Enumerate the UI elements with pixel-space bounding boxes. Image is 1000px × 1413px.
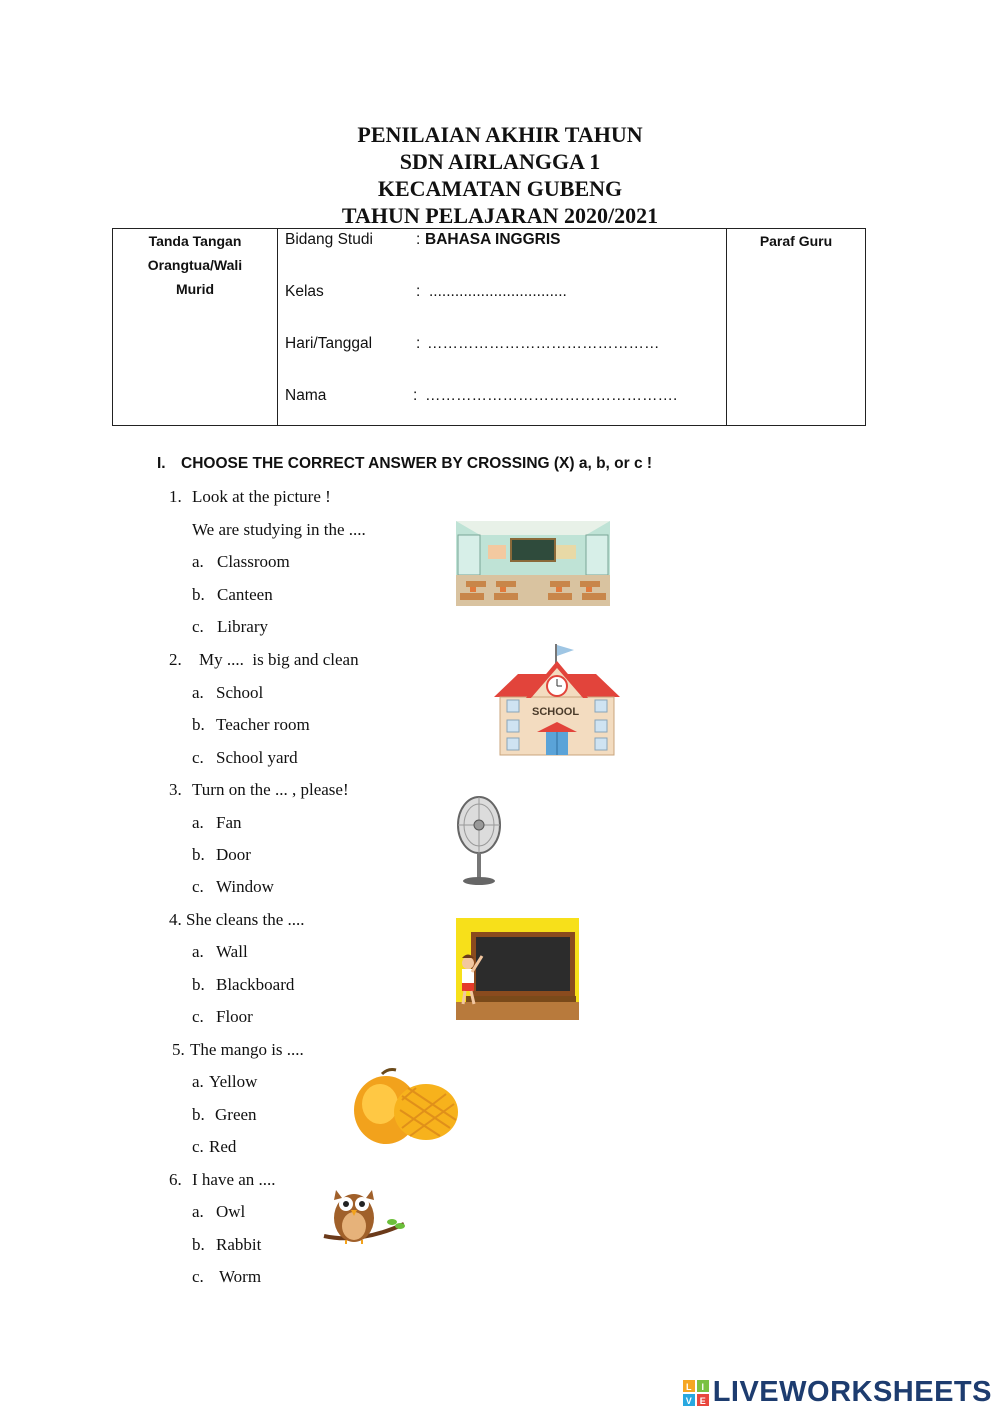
option-text[interactable]: School yard: [216, 748, 298, 767]
field-colon: :: [413, 387, 418, 404]
option-text[interactable]: Teacher room: [216, 715, 310, 734]
option-text[interactable]: Blackboard: [216, 975, 295, 994]
fan-image: [455, 795, 503, 887]
option-letter[interactable]: b.: [192, 975, 205, 994]
field-colon: :: [416, 283, 421, 300]
option-letter[interactable]: c.: [192, 1267, 204, 1286]
option-text[interactable]: Red: [209, 1137, 237, 1156]
option-letter[interactable]: c.: [192, 1007, 204, 1026]
option-letter[interactable]: c.: [192, 877, 204, 896]
option-text[interactable]: Canteen: [217, 585, 273, 604]
field-label-date: Hari/Tanggal: [285, 335, 373, 352]
school-sign: SCHOOL: [532, 706, 580, 718]
table-divider: [726, 229, 727, 425]
school-building-image: [492, 642, 622, 757]
option-letter[interactable]: a.: [192, 942, 204, 961]
option-text[interactable]: Window: [216, 877, 274, 896]
option-letter[interactable]: c.: [192, 748, 204, 767]
field-value-subject: BAHASA INGGRIS: [425, 231, 561, 248]
svg-text:V: V: [685, 1395, 692, 1406]
option-text[interactable]: Library: [217, 617, 268, 636]
field-value-name[interactable]: ………………………………………….: [425, 387, 678, 404]
svg-text:E: E: [699, 1395, 706, 1406]
question-number: 4.: [169, 910, 182, 929]
option-letter[interactable]: a.: [192, 552, 204, 571]
option-text[interactable]: Green: [215, 1105, 257, 1124]
teacher-signature-cell: [726, 229, 866, 253]
option-text[interactable]: Yellow: [209, 1072, 258, 1091]
option-letter[interactable]: b.: [192, 1235, 205, 1254]
option-letter[interactable]: a.: [192, 1072, 204, 1091]
info-table: [112, 228, 866, 426]
option-letter[interactable]: b.: [192, 1105, 205, 1124]
field-label-name: Nama: [285, 387, 327, 404]
signature-label-1: Tanda Tangan: [148, 233, 242, 249]
option-letter[interactable]: c.: [192, 1137, 204, 1156]
liveworksheets-logo: [683, 1376, 992, 1409]
liveworksheets-brand-text: LIVEWORKSHEETS: [712, 1376, 992, 1408]
option-letter[interactable]: a.: [192, 813, 204, 832]
question-number: 2.: [169, 650, 182, 669]
question-number: 5.: [172, 1040, 185, 1059]
owl-image: [320, 1180, 408, 1256]
field-label-class: Kelas: [285, 283, 324, 300]
question-number: 3.: [169, 780, 182, 799]
section-number: I.: [157, 455, 166, 472]
option-text[interactable]: Rabbit: [216, 1235, 262, 1254]
option-letter[interactable]: b.: [192, 715, 205, 734]
field-value-date[interactable]: ………………………………………: [427, 335, 660, 352]
classroom-image: [456, 521, 610, 606]
option-text[interactable]: Fan: [216, 813, 242, 832]
blackboard-image: [456, 918, 579, 1020]
option-letter[interactable]: c.: [192, 617, 204, 636]
field-value-class[interactable]: ................................: [429, 283, 567, 300]
question-text: My .... is big and clean: [199, 650, 359, 669]
teacher-signature-label: Paraf Guru: [759, 233, 833, 249]
title-line-3: KECAMATAN GUBENG: [377, 176, 623, 201]
field-colon: :: [416, 231, 421, 248]
table-divider: [277, 229, 278, 425]
option-text[interactable]: Wall: [216, 942, 248, 961]
option-text[interactable]: Floor: [216, 1007, 253, 1026]
option-text[interactable]: Owl: [216, 1202, 246, 1221]
signature-parent-cell: [113, 229, 277, 301]
signature-label-3: Murid: [175, 281, 215, 297]
field-label-subject: Bidang Studi: [285, 231, 373, 248]
svg-text:L: L: [685, 1381, 692, 1392]
option-text[interactable]: Classroom: [217, 552, 290, 571]
option-text[interactable]: Door: [216, 845, 251, 864]
mango-image: [350, 1066, 462, 1146]
title-line-1: PENILAIAN AKHIR TAHUN: [357, 122, 643, 147]
title-line-2: SDN AIRLANGGA 1: [399, 149, 601, 174]
question-text: I have an ....: [192, 1170, 276, 1189]
option-letter[interactable]: b.: [192, 585, 205, 604]
option-text[interactable]: Worm: [219, 1267, 262, 1286]
question-number: 1.: [169, 487, 182, 506]
section-instruction: CHOOSE THE CORRECT ANSWER BY CROSSING (X) a, b, or c !: [181, 455, 653, 472]
option-letter[interactable]: a.: [192, 683, 204, 702]
liveworksheets-logo-icon: [683, 1380, 709, 1406]
signature-label-2: Orangtua/Wali: [147, 257, 243, 273]
option-text[interactable]: School: [216, 683, 264, 702]
question-text: She cleans the ....: [186, 910, 305, 929]
question-text: The mango is ....: [190, 1040, 304, 1059]
question-number: 6.: [169, 1170, 182, 1189]
field-colon: :: [416, 335, 421, 352]
question-text: Look at the picture !: [192, 487, 331, 506]
option-letter[interactable]: b.: [192, 845, 205, 864]
question-subtext: We are studying in the ....: [192, 520, 366, 539]
question-text: Turn on the ... , please!: [192, 780, 349, 799]
title-line-4: TAHUN PELAJARAN 2020/2021: [341, 203, 659, 228]
option-letter[interactable]: a.: [192, 1202, 204, 1221]
svg-text:I: I: [701, 1381, 705, 1392]
